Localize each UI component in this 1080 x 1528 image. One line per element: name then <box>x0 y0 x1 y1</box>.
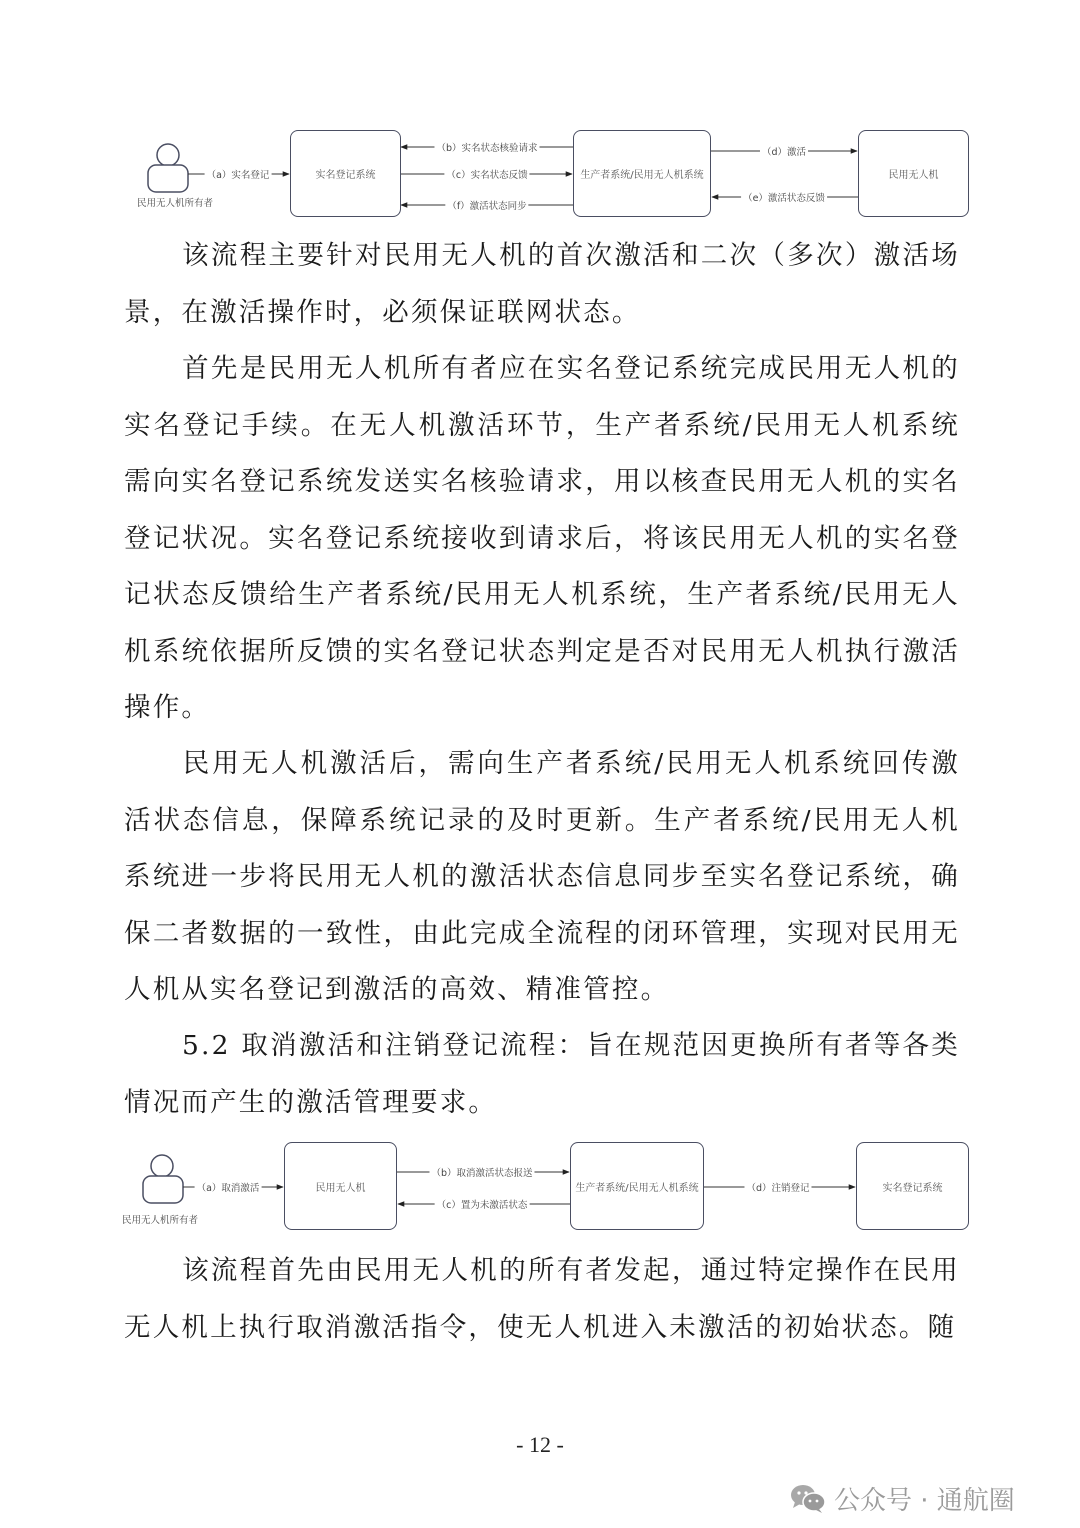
node-drone <box>284 1142 397 1230</box>
paragraph-3: 民用无人机激活后，需向生产者系统/民用无人机系统回传激活状态信息，保障系统记录的及时更新。生产者系统/民用无人机系统进一步将民用无人机的激活状态信息同步至实名登记系统，确保二者数据的一致性，由此完成全流程的闭环管理，实现对民用无人机从实名登记到激活的高效、精准管控。 <box>124 748 960 1005</box>
section-heading-5-2: 5.2 取消激活和注销登记流程：旨在规范因更换所有者等各类情况而产生的激活管理要求。 <box>124 1030 960 1118</box>
edge-label-b: （b）实名状态核验请求 <box>434 140 539 154</box>
edge-label-d: （d）激活 <box>760 144 808 158</box>
node-label: 实名登记系统 <box>882 1182 943 1194</box>
node-label: 实名登记系统 <box>315 170 376 181</box>
edge-label-c: （c）实名状态反馈 <box>444 167 529 181</box>
node-label: 民用无人机 <box>888 170 939 181</box>
node-label: 民用无人机 <box>315 1182 366 1194</box>
watermark <box>790 1480 1015 1517</box>
node-realname-system <box>856 1142 969 1230</box>
paragraph-4: 该流程首先由民用无人机的所有者发起，通过特定操作在民用无人机上执行取消激活指令，使无人机进入未激活的初始状态。随 <box>124 1255 960 1343</box>
edge-label-d: （d）注销登记 <box>744 1180 811 1194</box>
edge-label-c: （c）置为未激活状态 <box>435 1197 530 1211</box>
edge-label-e: （e）激活状态反馈 <box>741 190 827 204</box>
person-icon <box>143 1155 183 1203</box>
paragraph-2: 首先是民用无人机所有者应在实名登记系统完成民用无人机的实名登记手续。在无人机激活环节，生产者系统/民用无人机系统需向实名登记系统发送实名核验请求，用以核查民用无人机的实名登记状况。实名登记系统接收到请求后，将该民用无人机的实名登记状态反馈给生产者系统/民用无人机系统，生产者系统/民用无人机系统依据所反馈的实名登记状态判定是否对民用无人机执行激活操作。 <box>124 353 960 723</box>
actor-label-owner: 民用无人机所有者 <box>137 198 214 209</box>
node-label: 生产者系统/民用无人机系统 <box>580 170 704 181</box>
page-number: - 12 - <box>516 1432 564 1457</box>
node-producer-system <box>570 1142 704 1230</box>
wechat-icon <box>790 1484 826 1514</box>
node-label: 生产者系统/民用无人机系统 <box>575 1182 699 1194</box>
paragraph-1: 该流程主要针对民用无人机的首次激活和二次（多次）激活场景，在激活操作时，必须保证联网状态。 <box>124 240 960 328</box>
edge-label-b: （b）取消激活状态报送 <box>429 1165 534 1179</box>
edge-label-a: （a）实名登记 <box>205 167 272 181</box>
watermark-text: 公众号 · 通航圈 <box>834 1486 1015 1516</box>
actor-label-owner: 民用无人机所有者 <box>122 1215 199 1226</box>
edge-label-f: （f）激活状态同步 <box>445 198 528 212</box>
edge-label-a: （a）取消激活 <box>195 1180 262 1194</box>
